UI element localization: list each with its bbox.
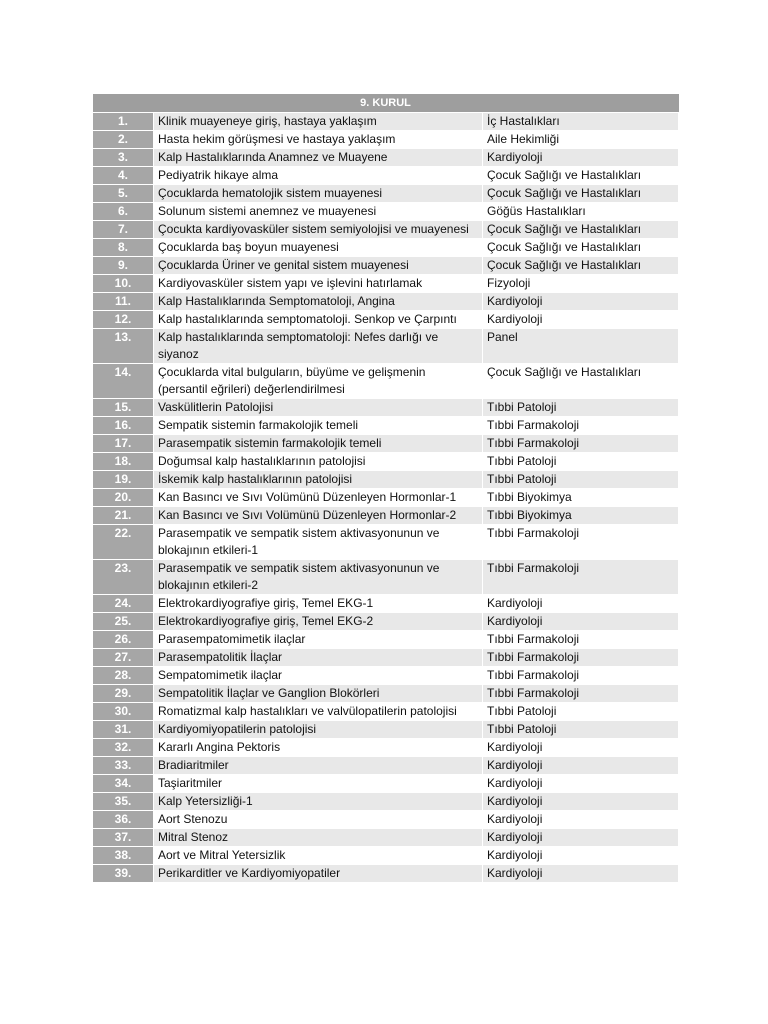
table-row: [93, 489, 679, 507]
row-department: Çocuk Sağlığı ve Hastalıkları: [483, 364, 679, 399]
row-number: 30.: [93, 703, 154, 721]
row-topic: Parasempatomimetik ilaçlar: [154, 631, 483, 649]
table-row: [93, 667, 679, 685]
row-topic: Romatizmal kalp hastalıkları ve valvülopatilerin patolojisi: [154, 703, 483, 721]
row-topic: Klinik muayeneye giriş, hastaya yaklaşım: [154, 113, 483, 131]
row-number: 32.: [93, 739, 154, 757]
row-number: 11.: [93, 293, 154, 311]
table-row: [93, 721, 679, 739]
row-number: 29.: [93, 685, 154, 703]
row-number: 6.: [93, 203, 154, 221]
table-row: [93, 613, 679, 631]
row-number: 38.: [93, 847, 154, 865]
row-department: Kardiyoloji: [483, 149, 679, 167]
row-department: Kardiyoloji: [483, 829, 679, 847]
row-topic: Pediyatrik hikaye alma: [154, 167, 483, 185]
row-department: Tıbbi Patoloji: [483, 399, 679, 417]
row-department: Kardiyoloji: [483, 311, 679, 329]
row-number: 22.: [93, 525, 154, 560]
table-row: [93, 149, 679, 167]
table-row: [93, 239, 679, 257]
row-topic: Kalp Yetersizliği-1: [154, 793, 483, 811]
row-number: 2.: [93, 131, 154, 149]
row-department: Tıbbi Biyokimya: [483, 489, 679, 507]
table-row: [93, 113, 679, 131]
row-topic: Bradiaritmiler: [154, 757, 483, 775]
row-department: Göğüs Hastalıkları: [483, 203, 679, 221]
row-department: Tıbbi Farmakoloji: [483, 685, 679, 703]
table-row: [93, 311, 679, 329]
row-topic: Kardiyovasküler sistem yapı ve işlevini hatırlamak: [154, 275, 483, 293]
row-topic: Kalp Hastalıklarında Anamnez ve Muayene: [154, 149, 483, 167]
row-topic: Perikarditler ve Kardiyomiyopatiler: [154, 865, 483, 883]
row-number: 16.: [93, 417, 154, 435]
row-department: Kardiyoloji: [483, 595, 679, 613]
row-topic: Elektrokardiyografiye giriş, Temel EKG-1: [154, 595, 483, 613]
row-topic: Çocukta kardiyovasküler sistem semiyolojisi ve muayenesi: [154, 221, 483, 239]
row-department: Çocuk Sağlığı ve Hastalıkları: [483, 221, 679, 239]
table-row: [93, 595, 679, 613]
row-number: 20.: [93, 489, 154, 507]
row-department: Kardiyoloji: [483, 775, 679, 793]
row-department: Kardiyoloji: [483, 739, 679, 757]
table-row: [93, 399, 679, 417]
table-row: [93, 829, 679, 847]
row-topic: Parasempatik sistemin farmakolojik temeli: [154, 435, 483, 453]
table-row: [93, 167, 679, 185]
row-number: 19.: [93, 471, 154, 489]
table-row: [93, 775, 679, 793]
row-department: Kardiyoloji: [483, 865, 679, 883]
row-number: 33.: [93, 757, 154, 775]
row-topic: Mitral Stenoz: [154, 829, 483, 847]
row-number: 35.: [93, 793, 154, 811]
table-row: [93, 221, 679, 239]
row-number: 4.: [93, 167, 154, 185]
row-topic: İskemik kalp hastalıklarının patolojisi: [154, 471, 483, 489]
row-department: Panel: [483, 329, 679, 364]
row-number: 21.: [93, 507, 154, 525]
row-number: 24.: [93, 595, 154, 613]
table-row: [93, 203, 679, 221]
row-number: 5.: [93, 185, 154, 203]
row-topic: Taşiaritmiler: [154, 775, 483, 793]
table-row: [93, 329, 679, 364]
row-number: 13.: [93, 329, 154, 364]
row-topic: Kalp hastalıklarında semptomatoloji: Nefes darlığı ve siyanoz: [154, 329, 483, 364]
row-department: Tıbbi Farmakoloji: [483, 667, 679, 685]
row-topic: Sempatolitik İlaçlar ve Ganglion Blokörleri: [154, 685, 483, 703]
table-row: [93, 417, 679, 435]
row-number: 18.: [93, 453, 154, 471]
table-row: [93, 685, 679, 703]
row-topic: Elektrokardiyografiye giriş, Temel EKG-2: [154, 613, 483, 631]
row-topic: Kalp hastalıklarında semptomatoloji. Senkop ve Çarpıntı: [154, 311, 483, 329]
row-topic: Vaskülitlerin Patolojisi: [154, 399, 483, 417]
table-row: [93, 739, 679, 757]
row-department: Tıbbi Farmakoloji: [483, 435, 679, 453]
row-number: 36.: [93, 811, 154, 829]
row-department: Çocuk Sağlığı ve Hastalıkları: [483, 239, 679, 257]
row-number: 14.: [93, 364, 154, 399]
row-topic: Solunum sistemi anemnez ve muayenesi: [154, 203, 483, 221]
row-topic: Sempatomimetik ilaçlar: [154, 667, 483, 685]
row-department: Tıbbi Farmakoloji: [483, 560, 679, 595]
row-topic: Parasempatik ve sempatik sistem aktivasyonunun ve blokajının etkileri-2: [154, 560, 483, 595]
row-topic: Çocuklarda baş boyun muayenesi: [154, 239, 483, 257]
row-number: 12.: [93, 311, 154, 329]
row-department: Kardiyoloji: [483, 613, 679, 631]
table-row: [93, 185, 679, 203]
row-number: 26.: [93, 631, 154, 649]
row-topic: Aort ve Mitral Yetersizlik: [154, 847, 483, 865]
row-number: 25.: [93, 613, 154, 631]
row-number: 37.: [93, 829, 154, 847]
table-row: [93, 793, 679, 811]
row-number: 31.: [93, 721, 154, 739]
row-number: 8.: [93, 239, 154, 257]
row-topic: Hasta hekim görüşmesi ve hastaya yaklaşım: [154, 131, 483, 149]
row-department: Tıbbi Patoloji: [483, 471, 679, 489]
row-department: Tıbbi Farmakoloji: [483, 631, 679, 649]
table-row: [93, 275, 679, 293]
row-topic: Kalp Hastalıklarında Semptomatoloji, Angina: [154, 293, 483, 311]
row-topic: Çocuklarda hematolojik sistem muayenesi: [154, 185, 483, 203]
row-department: Tıbbi Farmakoloji: [483, 649, 679, 667]
row-department: Çocuk Sağlığı ve Hastalıkları: [483, 185, 679, 203]
table-header-row: [93, 94, 679, 113]
table-row: [93, 453, 679, 471]
row-department: Tıbbi Farmakoloji: [483, 525, 679, 560]
row-topic: Kan Basıncı ve Sıvı Volümünü Düzenleyen Hormonlar-2: [154, 507, 483, 525]
row-number: 10.: [93, 275, 154, 293]
row-department: İç Hastalıkları: [483, 113, 679, 131]
table-row: [93, 703, 679, 721]
row-department: Tıbbi Biyokimya: [483, 507, 679, 525]
table-row: [93, 560, 679, 595]
row-number: 27.: [93, 649, 154, 667]
row-department: Tıbbi Patoloji: [483, 721, 679, 739]
row-department: Çocuk Sağlığı ve Hastalıkları: [483, 167, 679, 185]
row-number: 23.: [93, 560, 154, 595]
row-department: Tıbbi Patoloji: [483, 703, 679, 721]
row-number: 28.: [93, 667, 154, 685]
table-row: [93, 293, 679, 311]
table-row: [93, 131, 679, 149]
row-department: Kardiyoloji: [483, 293, 679, 311]
table-row: [93, 757, 679, 775]
row-department: Çocuk Sağlığı ve Hastalıkları: [483, 257, 679, 275]
row-topic: Parasempatolitik İlaçlar: [154, 649, 483, 667]
table-row: [93, 811, 679, 829]
row-number: 17.: [93, 435, 154, 453]
table-row: [93, 631, 679, 649]
row-department: Kardiyoloji: [483, 757, 679, 775]
row-number: 15.: [93, 399, 154, 417]
row-number: 39.: [93, 865, 154, 883]
row-number: 34.: [93, 775, 154, 793]
table-row: [93, 435, 679, 453]
row-topic: Kan Basıncı ve Sıvı Volümünü Düzenleyen Hormonlar-1: [154, 489, 483, 507]
table-row: [93, 364, 679, 399]
row-topic: Doğumsal kalp hastalıklarının patolojisi: [154, 453, 483, 471]
table-row: [93, 257, 679, 275]
row-topic: Parasempatik ve sempatik sistem aktivasyonunun ve blokajının etkileri-1: [154, 525, 483, 560]
table-body: [93, 113, 679, 883]
table-row: [93, 507, 679, 525]
row-topic: Çocuklarda vital bulguların, büyüme ve gelişmenin (persantil eğrileri) değerlendirilmesi: [154, 364, 483, 399]
row-department: Kardiyoloji: [483, 847, 679, 865]
table-row: [93, 865, 679, 883]
row-number: 3.: [93, 149, 154, 167]
row-number: 7.: [93, 221, 154, 239]
row-topic: Kararlı Angina Pektoris: [154, 739, 483, 757]
table-row: [93, 649, 679, 667]
row-topic: Kardiyomiyopatilerin patolojisi: [154, 721, 483, 739]
curriculum-table: [92, 94, 679, 883]
row-department: Tıbbi Farmakoloji: [483, 417, 679, 435]
table-row: [93, 525, 679, 560]
table-row: [93, 471, 679, 489]
row-topic: Sempatik sistemin farmakolojik temeli: [154, 417, 483, 435]
row-topic: Çocuklarda Üriner ve genital sistem muayenesi: [154, 257, 483, 275]
row-number: 1.: [93, 113, 154, 131]
row-department: Fizyoloji: [483, 275, 679, 293]
row-department: Kardiyoloji: [483, 793, 679, 811]
table-title: 9. KURUL: [93, 94, 679, 113]
table-row: [93, 847, 679, 865]
row-department: Kardiyoloji: [483, 811, 679, 829]
row-number: 9.: [93, 257, 154, 275]
row-department: Tıbbi Patoloji: [483, 453, 679, 471]
row-department: Aile Hekimliği: [483, 131, 679, 149]
row-topic: Aort Stenozu: [154, 811, 483, 829]
